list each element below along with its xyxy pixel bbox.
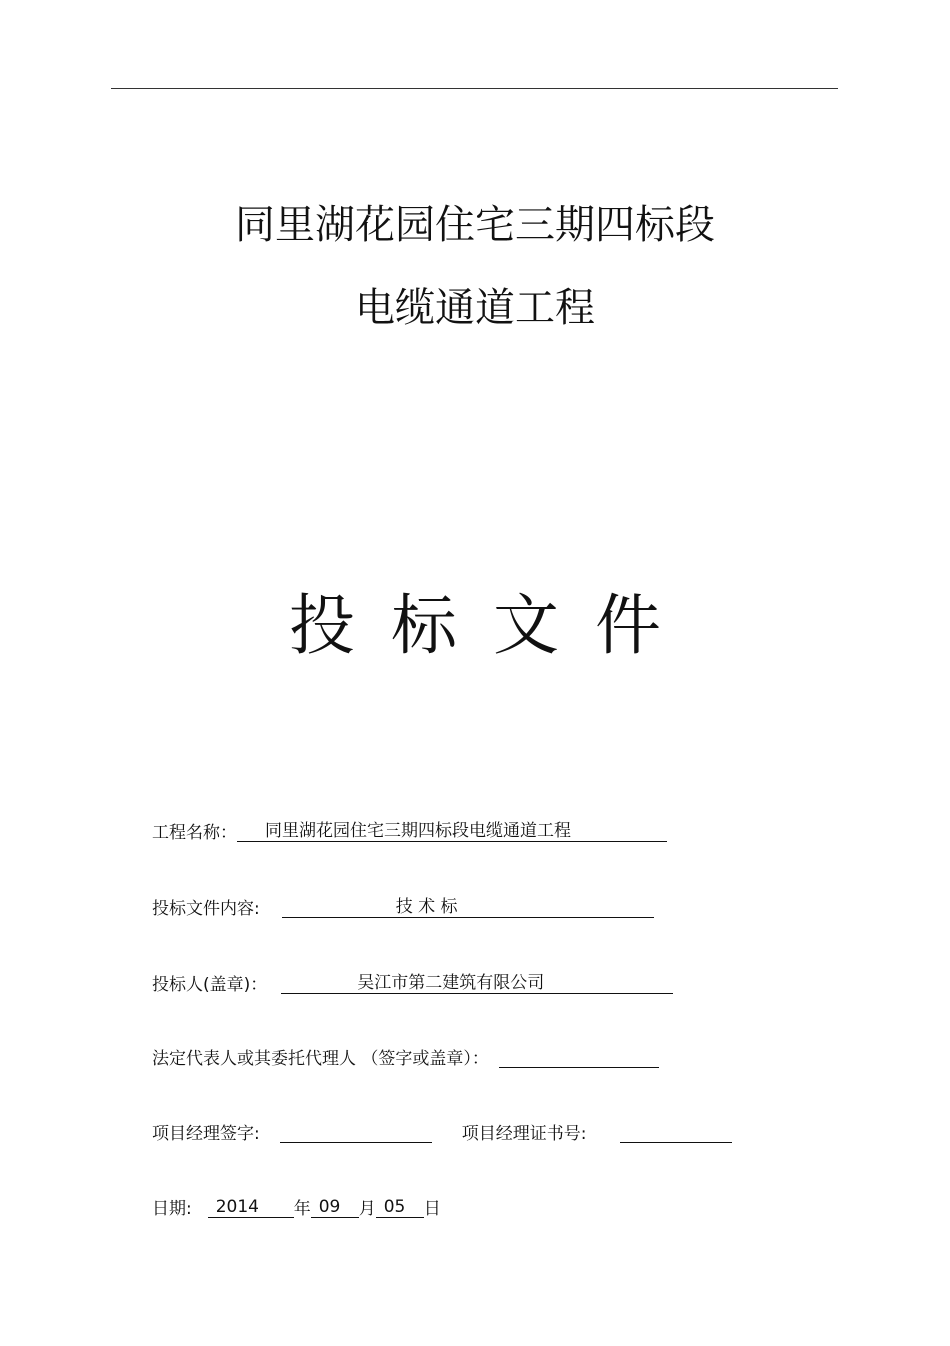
legal-rep-field [152,1048,659,1068]
content-label: 投标文件内容: [152,899,260,919]
content-line [282,898,654,918]
pm-sign-line [280,1123,432,1143]
project-name-label: 工程名称： [152,823,237,843]
project-manager-field [152,1123,732,1143]
content-value: 技 术 标 [395,897,458,917]
project-name-field [152,822,667,842]
doc-title-char: 文 [493,587,559,664]
project-name-line [237,822,667,842]
project-title-line-2: 电缆通道工程 [355,285,595,331]
day-line [376,1198,424,1218]
date-field [152,1198,441,1218]
doc-title-char: 标 [391,587,457,664]
bidder-field [152,974,673,994]
project-name-value: 同里湖花园住宅三期四标段电缆通道工程 [265,821,571,841]
month-line [311,1198,359,1218]
year-line [208,1198,294,1218]
header-rule [111,88,838,89]
day-unit: 日 [423,1199,441,1219]
month-unit: 月 [358,1199,376,1219]
pm-sign-label: 项目经理签字: [152,1124,260,1144]
date-label: 日期: [152,1199,192,1219]
doc-title-char: 投 [289,587,355,664]
project-title-line-1: 同里湖花园住宅三期四标段 [235,202,715,248]
pm-cert-label: 项目经理证书号: [461,1124,587,1144]
month-value: 09 [318,1197,341,1217]
bidder-value: 吴江市第二建筑有限公司 [357,973,545,993]
document-title [0,587,950,664]
content-field [152,898,654,918]
legal-rep-label: 法定代表人或其委托代理人 （签字或盖章）： [152,1049,489,1069]
year-unit: 年 [293,1199,311,1219]
bidder-label: 投标人(盖章)： [152,975,268,995]
legal-rep-line [499,1048,659,1068]
bidder-line [281,974,673,994]
day-value: 05 [383,1197,406,1217]
pm-cert-line [620,1123,732,1143]
year-value: 2014 [215,1197,259,1217]
doc-title-char: 件 [595,587,661,664]
